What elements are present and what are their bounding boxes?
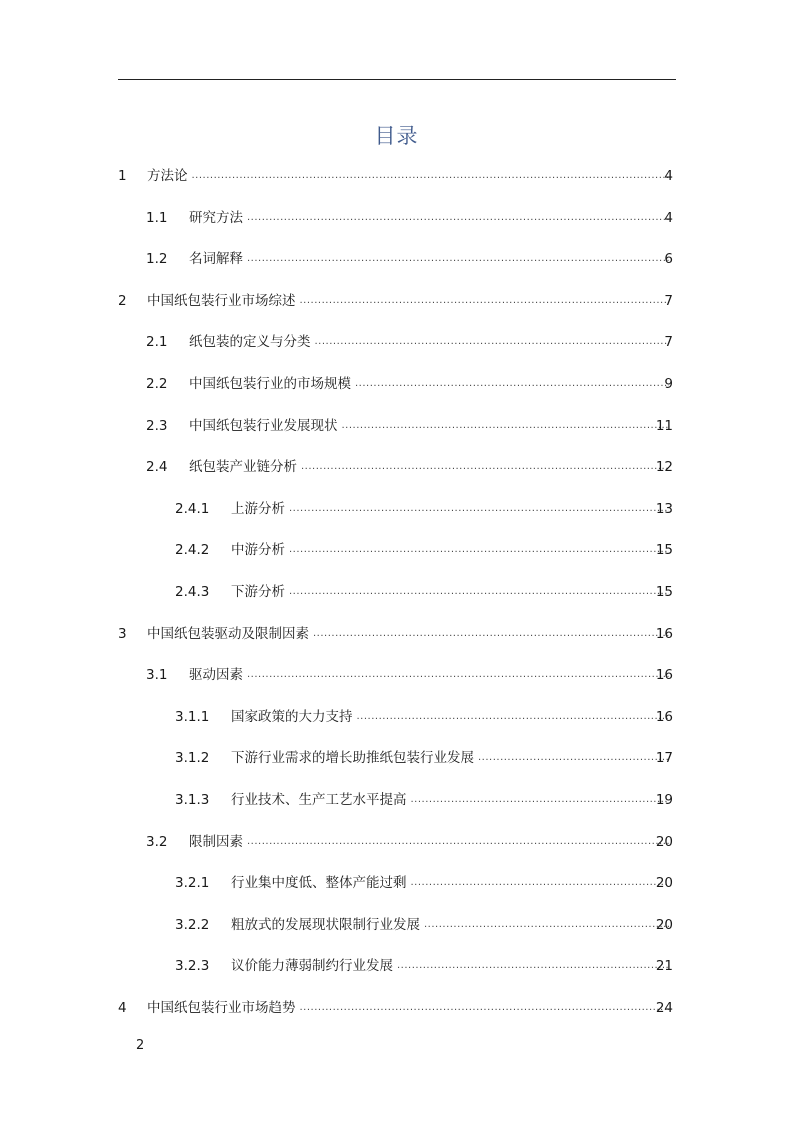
toc-entry-number: 2.4.2 — [175, 542, 210, 559]
toc-entry-page: 16 — [655, 667, 673, 684]
toc-dot-leader — [247, 208, 669, 228]
toc-entry-label: 中国纸包装行业市场趋势 — [147, 1000, 296, 1016]
toc-dot-leader — [192, 166, 670, 186]
toc-entry-label: 中国纸包装行业市场综述 — [147, 292, 296, 309]
toc-entry-number: 2.1 — [146, 334, 168, 351]
toc-dot-leader — [411, 790, 670, 810]
toc-entry-number: 1.2 — [146, 251, 168, 268]
toc-entry-label: 议价能力薄弱制约行业发展 — [231, 958, 393, 975]
toc-dot-leader — [342, 416, 670, 436]
toc-entry-page: 16 — [655, 625, 673, 642]
toc-entry-number: 3.2.2 — [175, 916, 210, 933]
toc-entry-number: 2.3 — [146, 417, 168, 434]
toc-entry[interactable] — [0, 998, 793, 1018]
toc-dot-leader — [247, 665, 669, 685]
toc-entry-page: 12 — [655, 459, 673, 476]
toc-entry[interactable] — [0, 374, 793, 394]
toc-dot-leader — [424, 915, 669, 935]
toc-entry[interactable] — [0, 540, 793, 560]
toc-entry-page: 20 — [655, 875, 673, 892]
toc-entry-page: 24 — [655, 1000, 673, 1016]
toc-title: 目录 — [374, 124, 419, 148]
toc-entry[interactable] — [0, 873, 793, 893]
toc-entry-label: 行业技术、生产工艺水平提高 — [231, 792, 407, 808]
toc-entry-number: 2.4.1 — [175, 500, 210, 517]
toc-entry-number: 2.2 — [146, 376, 168, 392]
toc-entry[interactable] — [0, 291, 793, 311]
toc-entry-page: 20 — [655, 833, 673, 850]
toc-entry-number: 3 — [118, 625, 127, 642]
toc-entry[interactable] — [0, 624, 793, 644]
toc-dot-leader — [247, 832, 669, 852]
toc-dot-leader — [315, 332, 670, 352]
toc-entry-label: 行业集中度低、整体产能过剩 — [231, 875, 407, 892]
toc-dot-leader — [411, 873, 670, 893]
toc-entry-page: 19 — [655, 792, 673, 808]
toc-entry-label: 驱动因素 — [189, 667, 243, 684]
toc-dot-leader — [313, 624, 669, 644]
toc-entry-number: 3.2.3 — [175, 958, 210, 975]
toc-entry-page: 17 — [655, 750, 673, 767]
toc-entry[interactable] — [0, 499, 793, 519]
toc-dot-leader — [247, 249, 669, 269]
toc-entry-label: 纸包装的定义与分类 — [189, 334, 311, 351]
toc-entry-number: 2 — [118, 292, 127, 309]
toc-dot-leader — [355, 374, 669, 394]
toc-entry-label: 限制因素 — [189, 833, 243, 850]
toc-entry-number: 3.2.1 — [175, 875, 210, 892]
toc-entry-label: 国家政策的大力支持 — [231, 708, 353, 725]
toc-dot-leader — [357, 707, 670, 727]
toc-dot-leader — [478, 748, 669, 768]
toc-entry-label: 中国纸包装行业的市场规模 — [189, 376, 351, 392]
toc-entry-label: 下游行业需求的增长助推纸包装行业发展 — [231, 750, 474, 767]
toc-entry-number: 3.1 — [146, 667, 168, 684]
toc-entry-page: 15 — [655, 542, 673, 559]
toc-dot-leader — [300, 998, 670, 1018]
toc-entry-page: 7 — [664, 334, 673, 351]
toc-entry-page: 7 — [664, 292, 673, 309]
header-rule — [118, 79, 676, 80]
toc-entry-label: 上游分析 — [231, 500, 285, 517]
toc-entry-page: 6 — [664, 251, 673, 268]
toc-entry-page: 16 — [655, 708, 673, 725]
toc-entry-number: 4 — [118, 1000, 127, 1016]
toc-entry-number: 1 — [118, 168, 127, 184]
toc-entry-label: 纸包装产业链分析 — [189, 459, 297, 476]
toc-entry[interactable] — [0, 332, 793, 352]
toc-dot-leader — [397, 956, 669, 976]
toc-entry[interactable] — [0, 582, 793, 602]
toc-entry-label: 名词解释 — [189, 251, 243, 268]
toc-entry-label: 粗放式的发展现状限制行业发展 — [231, 916, 420, 933]
toc-entry[interactable] — [0, 748, 793, 768]
toc-entry-number: 3.1.2 — [175, 750, 210, 767]
toc-entry[interactable] — [0, 416, 793, 436]
toc-entry-page: 9 — [664, 376, 673, 392]
toc-entry-page: 4 — [664, 209, 673, 226]
toc-entry[interactable] — [0, 457, 793, 477]
toc-entry-page: 15 — [655, 584, 673, 600]
toc-entry[interactable] — [0, 665, 793, 685]
toc-dot-leader — [301, 457, 669, 477]
toc-dot-leader — [300, 291, 670, 311]
toc-entry[interactable] — [0, 832, 793, 852]
toc-entry-label: 中游分析 — [231, 542, 285, 559]
toc-entry-number: 3.1.3 — [175, 792, 210, 808]
toc-entry-label: 中国纸包装行业发展现状 — [189, 417, 338, 434]
toc-entry[interactable] — [0, 166, 793, 186]
toc-entry-page: 11 — [655, 417, 673, 434]
toc-entry-label: 研究方法 — [189, 209, 243, 226]
toc-entry[interactable] — [0, 208, 793, 228]
toc-entry-page: 13 — [655, 500, 673, 517]
toc-dot-leader — [289, 540, 669, 560]
toc-entry-label: 方法论 — [147, 168, 188, 184]
toc-entry-number: 2.4 — [146, 459, 168, 476]
toc-entry-label: 下游分析 — [231, 584, 285, 600]
toc-entry-number: 3.2 — [146, 833, 168, 850]
toc-entry-number: 3.1.1 — [175, 708, 210, 725]
toc-entry[interactable] — [0, 790, 793, 810]
toc-entry[interactable] — [0, 915, 793, 935]
toc-entry-page: 20 — [655, 916, 673, 933]
toc-dot-leader — [289, 582, 669, 602]
toc-entry-label: 中国纸包装驱动及限制因素 — [147, 625, 309, 642]
toc-entry[interactable] — [0, 249, 793, 269]
toc-dot-leader — [289, 499, 669, 519]
toc-entry[interactable] — [0, 707, 793, 727]
page-number: 2 — [136, 1038, 145, 1053]
toc-entry-number: 2.4.3 — [175, 584, 210, 600]
toc-entry[interactable] — [0, 956, 793, 976]
toc-entry-page: 21 — [655, 958, 673, 975]
toc-entry-number: 1.1 — [146, 209, 168, 226]
toc-entry-page: 4 — [664, 168, 673, 184]
